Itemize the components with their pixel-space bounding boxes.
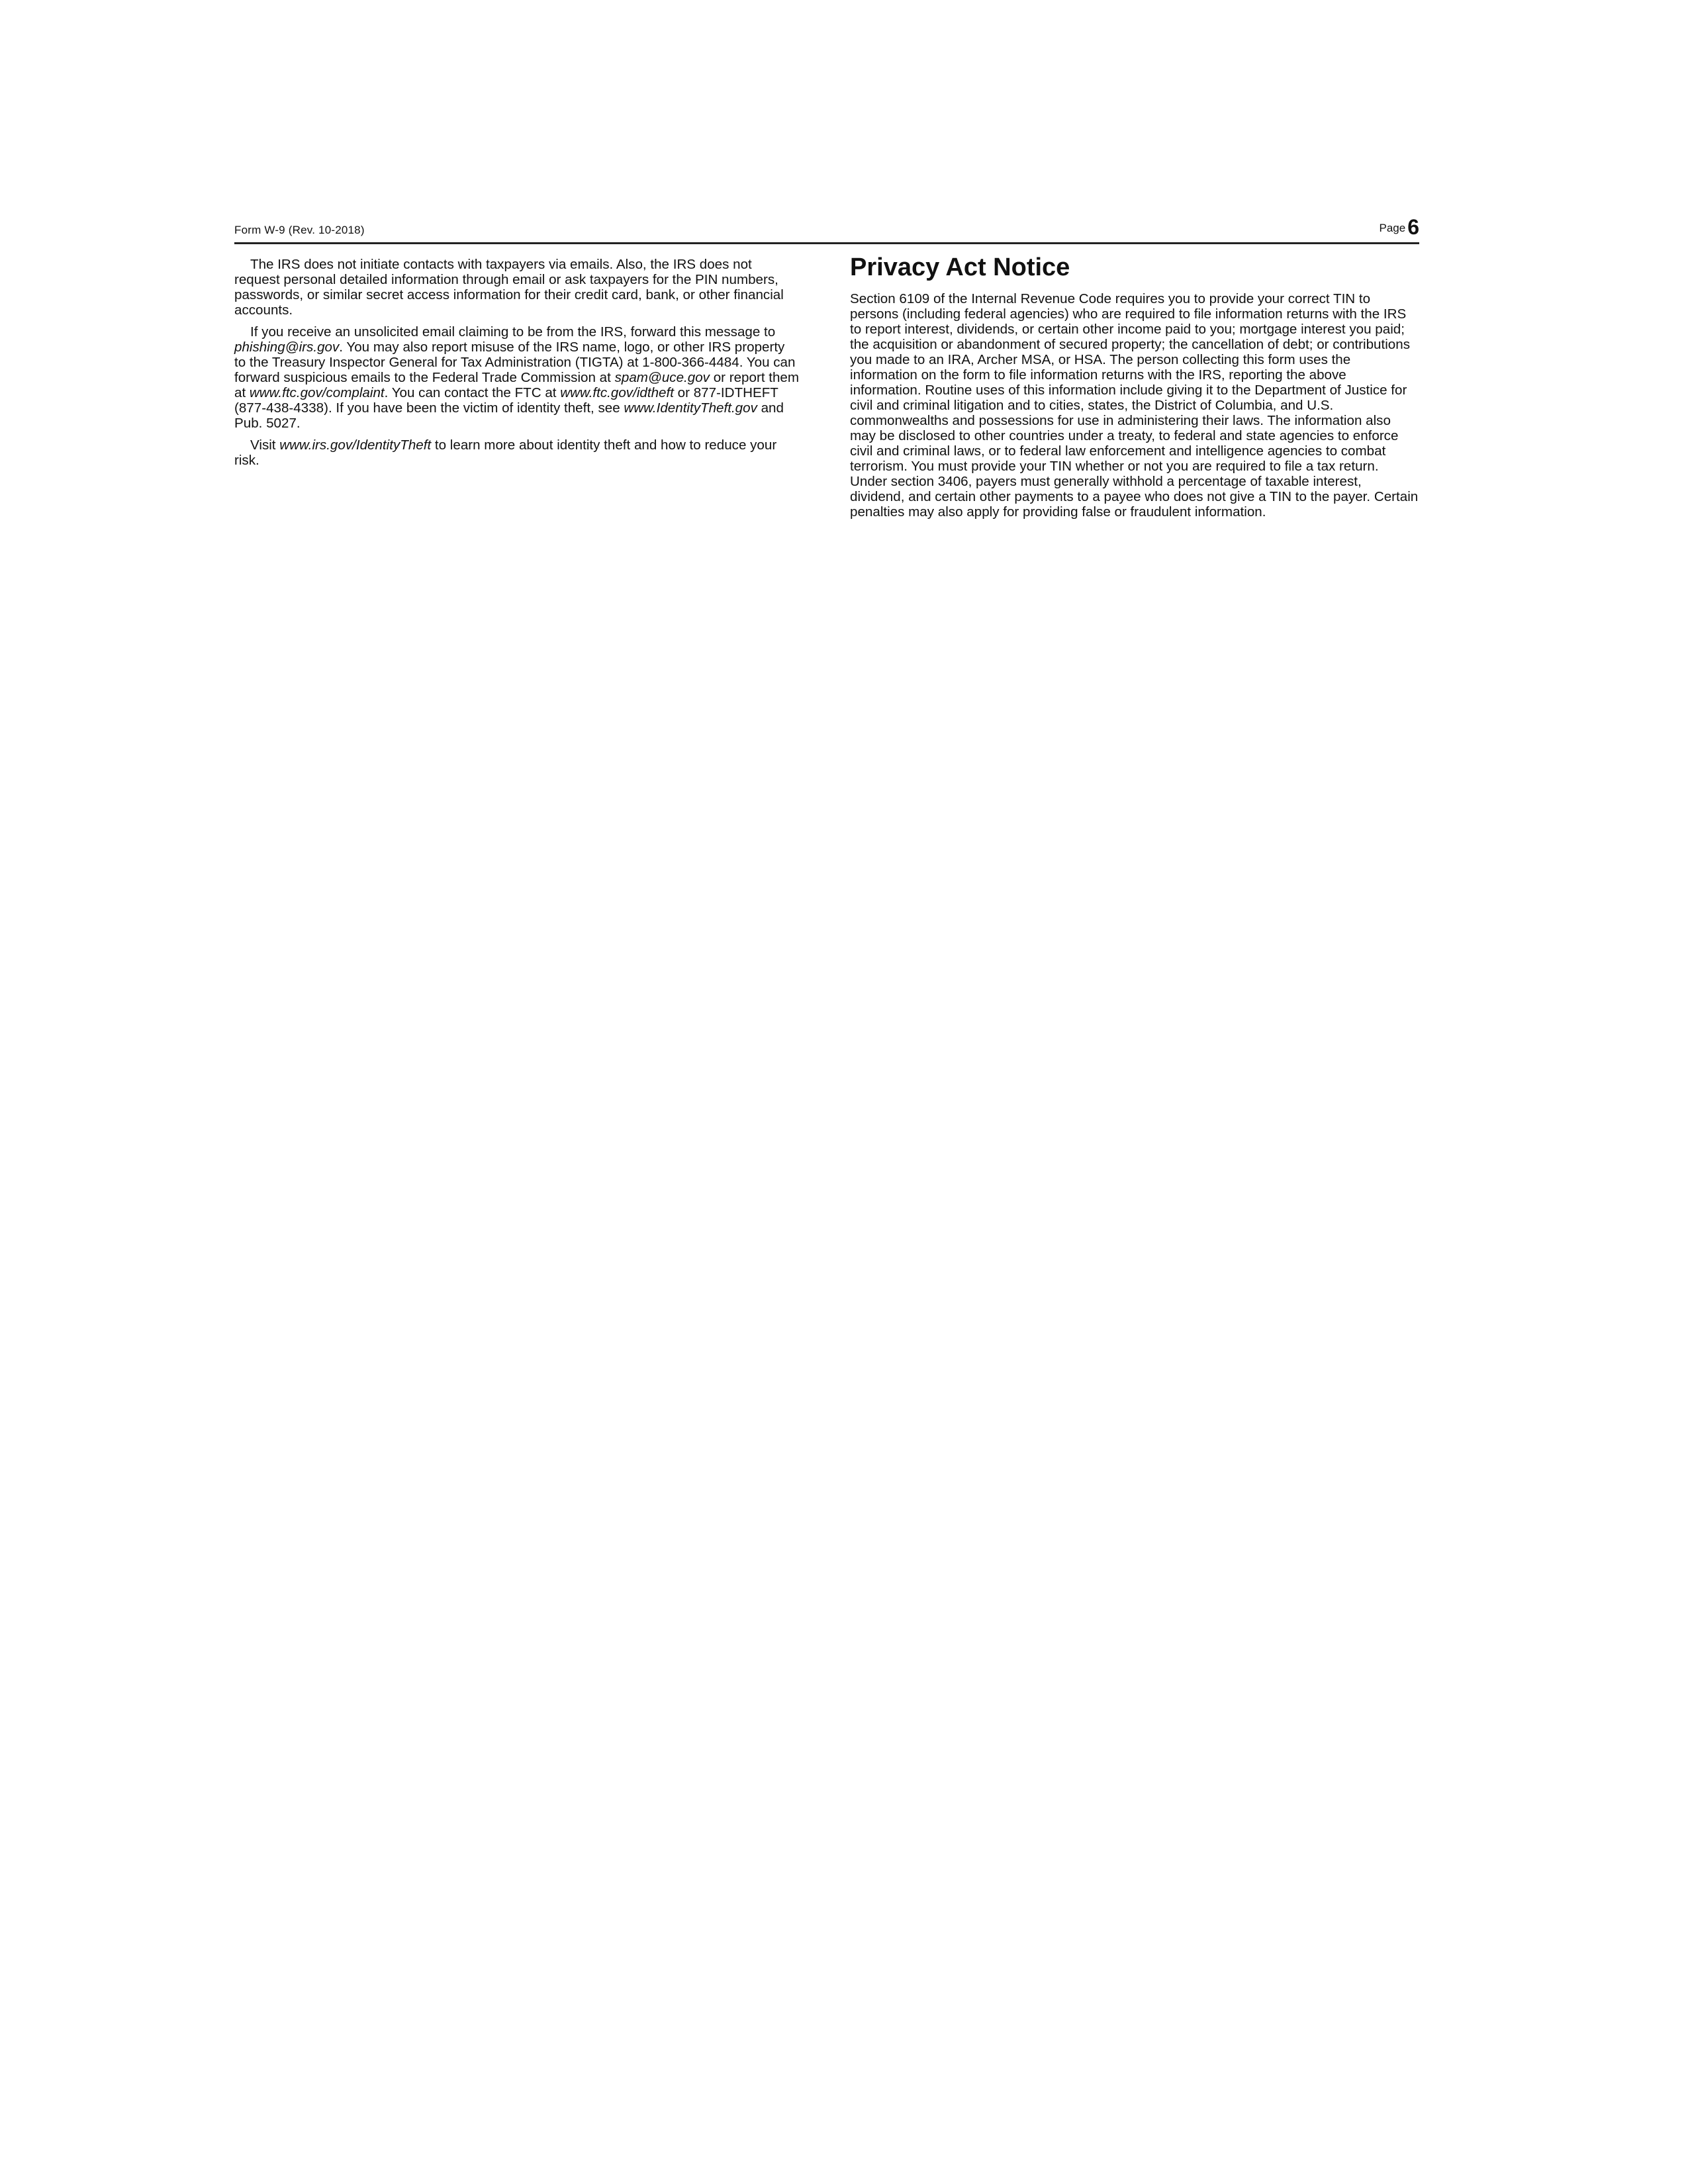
text-segment: or 877-IDTHEFT (877-438-4338). If you have been the victim of identity theft, see	[234, 385, 778, 416]
page-number	[1380, 215, 1420, 240]
paragraph-visit-irs	[234, 437, 800, 468]
email-phishing: phishing@irs.gov	[234, 340, 340, 355]
text-segment: and Pub. 5027.	[234, 400, 784, 431]
text-segment: . You can contact the FTC at	[384, 385, 561, 400]
url-ftc-complaint: www.ftc.gov/complaint	[249, 385, 385, 400]
text-segment: or report them at	[234, 370, 800, 400]
text-segment: to learn more about identity theft and how to reduce your risk.	[234, 437, 777, 468]
paragraph-privacy-act: Section 6109 of the Internal Revenue Code requires you to provide your correct TIN to persons (including federal agencies) who are required to file information returns with the IRS to report interest, dividends, or certain other income paid to you; mortgage interest you paid; the acquisition or abandonment of secured property; the cancellation of debt; or contributions you made to an IRA, Archer MSA, or HSA. The person collecting this form uses the information on the form to file information returns with the IRS, reporting the above information. Routine uses of this information include giving it to the Department of Justice for civil and criminal litigation and to cities, states, the District of Columbia, and U.S. commonwealths and possessions for use in administering their laws. The information also may be disclosed to other countries under a treaty, to federal and state agencies to enforce civil and criminal laws, or to federal law enforcement and intelligence agencies to combat terrorism. You must provide your TIN whether or not you are required to file a tax return. Under section 3406, payers must generally withhold a percentage of taxable interest, dividend, and certain other payments to a payee who does not give a TIN to the payer. Certain penalties may also apply for providing false or fraudulent information.	[850, 291, 1419, 520]
section-title-privacy-act: Privacy Act Notice	[850, 253, 1070, 281]
page-label: Page	[1379, 222, 1406, 234]
text-segment: Visit	[250, 437, 280, 453]
paragraph-report-phishing	[234, 324, 800, 431]
left-column	[234, 257, 800, 475]
url-irs-identitytheft: www.irs.gov/IdentityTheft	[279, 437, 432, 453]
paragraph-irs-no-email-contact: The IRS does not initiate contacts with taxpayers via emails. Also, the IRS does not request personal detailed information through email or ask taxpayers for the PIN numbers, passwords, or similar secret access information for their credit card, bank, or other financial accounts.	[234, 257, 784, 318]
page-number-value: 6	[1407, 215, 1419, 239]
right-column	[850, 253, 1419, 526]
text-segment: If you receive an unsolicited email claiming to be from the IRS, forward this message to	[250, 324, 776, 340]
url-ftc-idtheft: www.ftc.gov/idtheft	[560, 385, 674, 400]
form-identifier: Form W-9 (Rev. 10-2018)	[234, 224, 365, 236]
email-spam: spam@uce.gov	[614, 370, 710, 385]
page-header	[234, 209, 1419, 244]
text-segment: . You may also report misuse of the IRS name, logo, or other IRS property to the Treasury Inspector General for Tax Administration (TIGTA) at 1-800-366-4484. You can forward suspicious emails to the Federal Trade Commission at	[234, 340, 796, 385]
url-identitytheft-gov: www.IdentityTheft.gov	[624, 400, 757, 416]
